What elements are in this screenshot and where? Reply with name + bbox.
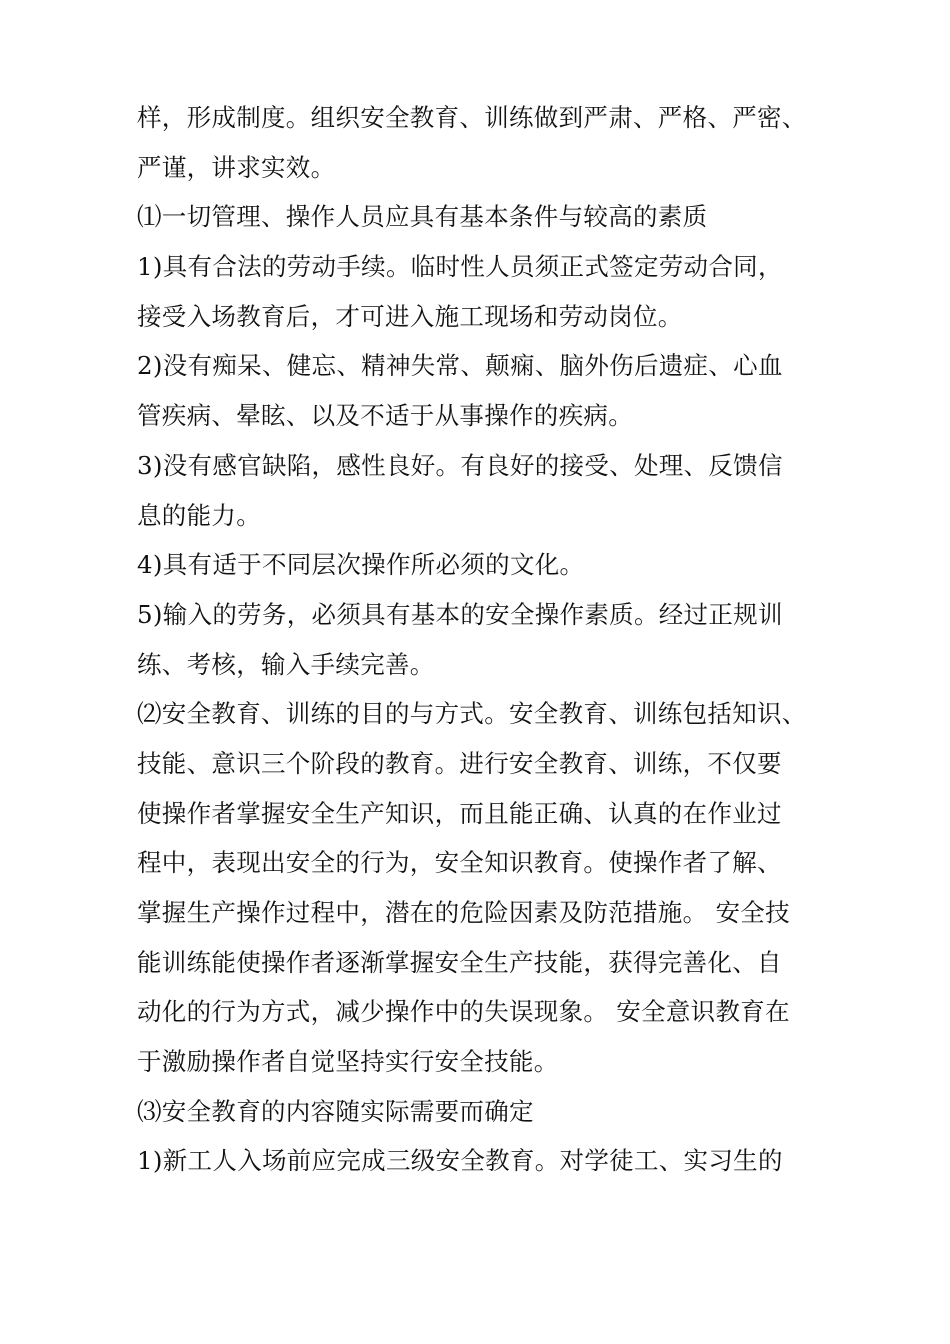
text-line: 管疾病、晕眩、以及不适于从事操作的疾病。 [137, 401, 633, 431]
text-line: 掌握生产操作过程中，潜在的危险因素及防范措施。 安全技 [137, 898, 790, 927]
text-line: 3)没有感官缺陷，感性良好。有良好的接受、处理、反馈信 [137, 450, 783, 480]
text-line: ⑴一切管理、操作人员应具有基本条件与较高的素质 [137, 202, 708, 232]
text-line: 样，形成制度。组织安全教育、训练做到严肃、严格、严密、 [137, 103, 807, 132]
text-line: 5)输入的劳务，必须具有基本的安全操作素质。经过正规训 [137, 599, 783, 629]
text-line: 动化的行为方式，减少操作中的失误现象。 安全意识教育在 [137, 997, 790, 1027]
text-line: 能训练能使操作者逐渐掌握安全生产技能，获得完善化、自 [137, 947, 782, 977]
text-line: ⑵安全教育、训练的目的与方式。安全教育、训练包括知识、 [137, 699, 807, 729]
text-line: 4)具有适于不同层次操作所必须的文化。 [137, 550, 585, 580]
text-line: 程中，表现出安全的行为，安全知识教育。使操作者了解、 [137, 848, 782, 878]
text-line: 1)具有合法的劳动手续。临时性人员须正式签定劳动合同， [137, 252, 783, 282]
text-line: 于激励操作者自觉坚持实行安全技能。 [137, 1047, 559, 1077]
text-line: 使操作者掌握安全生产知识，而且能正确、认真的在作业过 [137, 798, 782, 828]
text-line: 接受入场教育后，才可进入施工现场和劳动岗位。 [137, 301, 683, 331]
text-line: ⑶安全教育的内容随实际需要而确定 [137, 1096, 534, 1126]
text-line: 严谨，讲求实效。 [137, 152, 336, 182]
text-line: 练、考核，输入手续完善。 [137, 649, 435, 679]
text-line: 技能、意识三个阶段的教育。进行安全教育、训练，不仅要 [137, 748, 782, 778]
text-line: 2)没有痴呆、健忘、精神失常、颠痫、脑外伤后遗症、心血 [137, 351, 783, 381]
document-body [137, 93, 817, 1186]
text-line: 息的能力。 [137, 500, 261, 530]
text-line: 1)新工人入场前应完成三级安全教育。对学徒工、实习生的 [137, 1146, 783, 1176]
